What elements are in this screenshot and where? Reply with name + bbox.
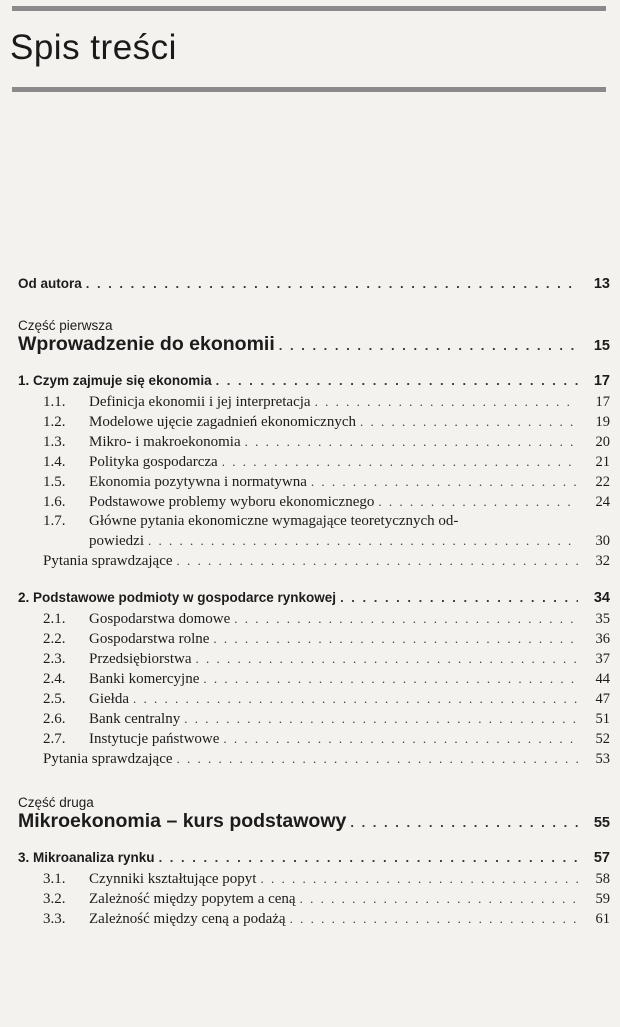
page-number: 15 — [593, 338, 610, 354]
toc-entry-2-1[interactable] — [18, 609, 610, 629]
toc-entry-1-1[interactable] — [18, 392, 610, 412]
dot-leader — [222, 452, 578, 471]
toc-entry-ch2-questions[interactable] — [18, 749, 610, 769]
table-of-contents — [18, 276, 610, 929]
page-number: 36 — [595, 631, 610, 647]
toc-entry-2-4[interactable] — [18, 669, 610, 689]
toc-entry-part2[interactable] — [18, 810, 610, 833]
title-rule — [12, 87, 606, 92]
dot-leader — [350, 815, 578, 830]
dot-leader — [159, 850, 578, 865]
toc-entry-1-3[interactable] — [18, 432, 610, 452]
part-title: Mikroekonomia – kurs podstawowy — [18, 810, 347, 832]
chapter-title: 1. Czym zajmuje się ekonomia — [18, 373, 212, 388]
page-number: 58 — [595, 871, 610, 887]
section-title: Modelowe ujęcie zagadnień ekonomicznych — [89, 414, 356, 430]
page-number: 32 — [595, 553, 610, 569]
page-number: 37 — [595, 651, 610, 667]
section-title: Bank centralny — [89, 711, 181, 727]
page-number: 53 — [595, 751, 610, 767]
page-number: 22 — [595, 474, 610, 490]
section-title: Ekonomia pozytywna i normatywna — [89, 474, 307, 490]
page-number: 20 — [595, 434, 610, 450]
dot-leader — [86, 276, 578, 291]
section-number: 1.4. — [43, 454, 66, 470]
section-number: 1.5. — [43, 474, 66, 490]
toc-entry-2-6[interactable] — [18, 709, 610, 729]
dot-leader — [311, 472, 578, 491]
section-number: 1.1. — [43, 394, 66, 410]
toc-entry-1-2[interactable] — [18, 412, 610, 432]
section-number: 2.5. — [43, 691, 66, 707]
section-number: 2.4. — [43, 671, 66, 687]
section-number: 2.2. — [43, 631, 66, 647]
section-title: Instytucje państwowe — [89, 731, 220, 747]
dot-leader — [234, 609, 578, 628]
page-number: 17 — [595, 394, 610, 410]
dot-leader — [360, 412, 578, 431]
page-number: 51 — [595, 711, 610, 727]
part-label: Część pierwsza — [18, 318, 113, 333]
dot-leader — [203, 669, 578, 688]
toc-entry-ch1[interactable] — [18, 373, 610, 389]
toc-entry-ch3[interactable] — [18, 850, 610, 866]
section-title: Przedsiębiorstwa — [89, 651, 192, 667]
page-number: 52 — [595, 731, 610, 747]
dot-leader — [177, 749, 578, 768]
section-title: Gospodarstwa domowe — [89, 611, 231, 627]
questions-label: Pytania sprawdzające — [43, 751, 173, 767]
toc-entry-ch1-questions[interactable] — [18, 551, 610, 571]
section-title: Mikro- i makroekonomia — [89, 434, 241, 450]
section-number: 1.7. — [43, 513, 66, 529]
toc-entry-1-6[interactable] — [18, 492, 610, 512]
toc-entry-1-5[interactable] — [18, 472, 610, 492]
section-title: Polityka gospodarcza — [89, 454, 218, 470]
section-number: 3.3. — [43, 911, 66, 927]
section-number: 3.1. — [43, 871, 66, 887]
toc-entry-2-7[interactable] — [18, 729, 610, 749]
questions-label: Pytania sprawdzające — [43, 553, 173, 569]
page-number: 55 — [593, 815, 610, 831]
dot-leader — [133, 689, 578, 708]
section-title: Zależność między popytem a ceną — [89, 891, 296, 907]
section-title: Zależność między ceną a podażą — [89, 911, 286, 927]
dot-leader — [223, 729, 578, 748]
dot-leader — [260, 869, 578, 888]
section-number: 2.3. — [43, 651, 66, 667]
section-title: Banki komercyjne — [89, 671, 200, 687]
part-title: Wprowadzenie do ekonomii — [18, 333, 275, 355]
page-number: 59 — [595, 891, 610, 907]
toc-entry-3-3[interactable] — [18, 909, 610, 929]
section-number: 1.6. — [43, 494, 66, 510]
dot-leader — [315, 392, 578, 411]
section-title: Czynniki kształtujące popyt — [89, 871, 257, 887]
section-number: 1.2. — [43, 414, 66, 430]
page-number: 61 — [595, 911, 610, 927]
section-number: 2.7. — [43, 731, 66, 747]
section-title: Podstawowe problemy wyboru ekonomicznego — [89, 494, 375, 510]
section-title: Gospodarstwa rolne — [89, 631, 210, 647]
dot-leader — [290, 909, 578, 928]
top-rule — [12, 6, 606, 11]
section-title: Giełda — [89, 691, 129, 707]
page-number: 30 — [595, 533, 610, 549]
chapter-title: 3. Mikroanaliza rynku — [18, 850, 155, 865]
toc-entry-2-5[interactable] — [18, 689, 610, 709]
toc-entry-intro[interactable] — [18, 276, 610, 292]
toc-entry-2-2[interactable] — [18, 629, 610, 649]
toc-entry-2-3[interactable] — [18, 649, 610, 669]
page-number: 47 — [595, 691, 610, 707]
chapter-title: 2. Podstawowe podmioty w gospodarce rynkowej — [18, 590, 337, 605]
toc-entry-label: Od autora — [18, 276, 82, 291]
page-title: Spis treści — [10, 28, 177, 67]
toc-entry-part1[interactable] — [18, 333, 610, 356]
dot-leader — [195, 649, 578, 668]
page-number: 44 — [595, 671, 610, 687]
dot-leader — [148, 531, 578, 550]
dot-leader — [216, 373, 578, 388]
page-number: 19 — [595, 414, 610, 430]
page-number: 21 — [595, 454, 610, 470]
section-title-line1: Główne pytania ekonomiczne wymagające teoretycznych od- — [89, 513, 459, 529]
page-number: 13 — [593, 276, 610, 292]
dot-leader — [340, 590, 578, 605]
dot-leader — [300, 889, 578, 908]
dot-leader — [245, 432, 578, 451]
dot-leader — [279, 338, 578, 353]
section-number: 2.6. — [43, 711, 66, 727]
part-label: Część druga — [18, 795, 94, 810]
section-number: 3.2. — [43, 891, 66, 907]
toc-entry-3-1[interactable] — [18, 869, 610, 889]
dot-leader — [213, 629, 578, 648]
page-number: 35 — [595, 611, 610, 627]
section-title: Definicja ekonomii i jej interpretacja — [89, 394, 311, 410]
section-number: 2.1. — [43, 611, 66, 627]
section-title-line2: powiedzi — [89, 533, 144, 549]
page-number: 24 — [595, 494, 610, 510]
page-number: 34 — [593, 590, 610, 606]
toc-entry-3-2[interactable] — [18, 889, 610, 909]
dot-leader — [378, 492, 578, 511]
dot-leader — [184, 709, 578, 728]
toc-entry-1-7[interactable] — [18, 512, 610, 551]
page-number: 57 — [593, 850, 610, 866]
section-number: 1.3. — [43, 434, 66, 450]
toc-entry-ch2[interactable] — [18, 590, 610, 606]
dot-leader — [177, 551, 578, 570]
page-number: 17 — [593, 373, 610, 389]
toc-entry-1-4[interactable] — [18, 452, 610, 472]
